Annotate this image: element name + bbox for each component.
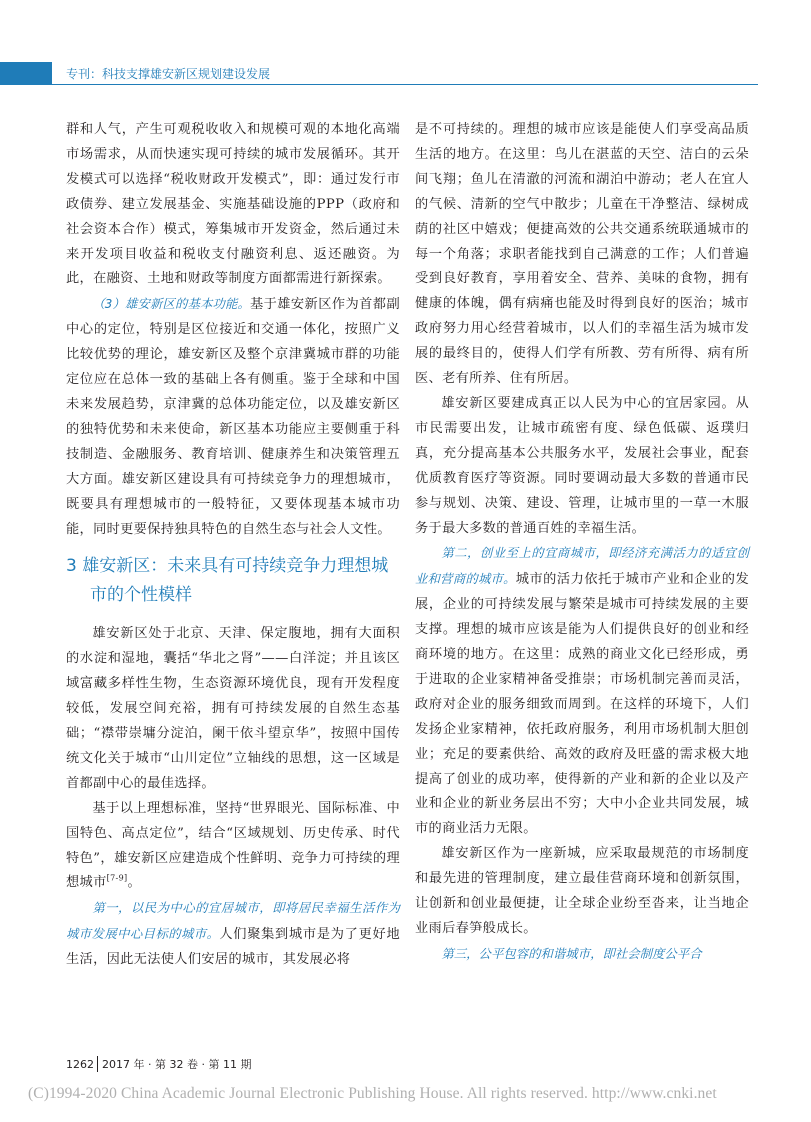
left-paragraph-5 xyxy=(66,896,400,973)
citation-ref: [7-9] xyxy=(106,874,128,884)
left-paragraph-4-body: 基于以上理想标准，坚持“世界眼光、国际标准、中国特色、高点定位”，结合“区域规划、历史传承、时代特色”，雄安新区应建造成个性鲜明、竞争力可持续的理想城市 xyxy=(66,800,400,891)
subsection-lead-basic-functions: （3）雄安新区的基本功能。 xyxy=(92,296,250,312)
left-paragraph-1: 群和人气，产生可观税收收入和规模可观的本地化高端市场需求，从而快速实现可持续的城市发展循环。其开发模式可以选择“税收财政开发模式”，即：通过发行市政债券、建立发展基金、实施基础设施的PPP（政府和社会资本合作）模式，筹集城市开发资金，然后通过未来开发项目收益和税收支付融资利息、返还融资。为此，在融资、土地和财政等制度方面都需进行新探索。 xyxy=(66,122,400,287)
point-lead-livable-city: 第一，以民为中心的宜居城市，即将居民幸福生活作为城市发展中心目标的城市。 xyxy=(66,900,400,942)
page-number: 1262 xyxy=(66,1058,94,1071)
left-paragraph-4-end: 。 xyxy=(127,875,142,891)
right-paragraph-1: 是不可持续的。理想的城市应该是能使人们享受高品质生活的地方。在这里：鸟儿在湛蓝的天空、洁白的云朵间飞翔；鱼儿在清澈的河流和湖泊中游动；老人在宜人的气候、清新的空气中散步；儿童在干净整洁、绿树成荫的社区中嬉戏；便捷高效的公共交通系统联通城市的每一个角落；求职者能找到自己满意的工作；人们普遍受到良好教育，享用着安全、营养、美味的食物，拥有健康的体魄，偶有病痛也能及时得到良好的医治；城市政府努力用心经营着城市，以人们的幸福生活为城市发展的最终目的，使得人们学有所教、劳有所得、病有所医、老有所养、住有所居。 xyxy=(415,122,749,387)
footer-divider xyxy=(97,1056,98,1072)
issue-info: 2017 年 · 第 32 卷 · 第 11 期 xyxy=(102,1058,252,1071)
right-column xyxy=(415,118,749,968)
copyright-watermark: (C)1994-2020 China Academic Journal Electronic Publishing House. All rights reserved. http://www.cnki.net xyxy=(28,1085,717,1102)
right-paragraph-3-body: 城市的活力依托于城市产业和企业的发展，企业的可持续发展与繁荣是城市可持续发展的主要支撑。理想的城市应该是能为人们提供良好的创业和经商环境的地方。在这里：成熟的商业文化已经形成，勇于进取的企业家精神备受推崇；市场机制完善而灵活，政府对企业的服务细致而周到。在这样的环境下，人们发扬企业家精神，依托政府服务，利用市场机制大胆创业；充足的要素供给、高效的政府及旺盛的需求极大地提高了创业的成功率，使得新的产业和新的企业以及产业和企业的新业务层出不穷；大中小企业共同发展，城市的商业活力无限。 xyxy=(415,572,749,837)
left-paragraph-5-body: 人们聚集到城市是为了更好地生活，因此无法使人们安居的城市，其发展必将 xyxy=(66,927,400,968)
journal-header xyxy=(0,62,811,85)
right-paragraph-4: 雄安新区作为一座新城，应采取最规范的市场制度和最先进的管理制度，建立最佳营商环境和创新氛围，让创新和创业最便捷，让全球企业纷至沓来，让当地企业雨后春笋般成长。 xyxy=(415,846,749,936)
section-heading-3: 3 雄安新区：未来具有可持续竞争力理想城市的个性模样 xyxy=(66,556,389,606)
left-paragraph-4 xyxy=(66,797,400,897)
left-paragraph-3: 雄安新区处于北京、天津、保定腹地，拥有大面积的水淀和湿地，囊括“华北之肾”——白洋淀；并且该区域富藏多样性生物，生态资源环境优良，现有开发程度较低，发展空间充裕，拥有可持续发展的自然生态基础；“襟带崇墉分淀泊，阑干依斗望京华”，按照中国传统文化关于城市“山川定位”立轴线的思想，这一区域是首都副中心的最佳选择。 xyxy=(66,626,400,791)
left-paragraph-2-body: 基于雄安新区作为首都副中心的定位，特别是区位接近和交通一体化，按照广义比较优势的理论，雄安新区及整个京津冀城市群的功能定位应在总体一致的基础上各有侧重。鉴于全球和中国未来发展趋势，京津冀的总体功能定位，以及雄安新区的独特优势和未来使命，新区基本功能应主要侧重于科技制造、金融服务、教育培训、健康养生和决策管理五大方面。雄安新区建设具有可持续竞争力的理想城市，既要具有理想城市的一般特征，又要体现基本城市功能，同时更要保持独具特色的自然生态与社会人文性。 xyxy=(66,297,400,537)
point-lead-harmonious-city: 第三，公平包容的和谐城市，即社会制度公平合 xyxy=(441,945,702,961)
right-paragraph-3 xyxy=(415,541,749,842)
left-column xyxy=(66,118,400,973)
point-lead-business-city: 第二，创业至上的宜商城市，即经济充满活力的适宜创业和营商的城市。 xyxy=(415,545,749,587)
journal-column-title: 专刊：科技支撑雄安新区规划建设发展 xyxy=(66,67,271,81)
header-rule xyxy=(52,84,758,85)
header-accent-block xyxy=(0,62,52,85)
right-paragraph-5 xyxy=(415,942,749,968)
page-footer xyxy=(66,1056,251,1072)
right-paragraph-2: 雄安新区要建成真正以人民为中心的宜居家园。从市民需要出发，让城市疏密有度、绿色低碳、返璞归真，充分提高基本公共服务水平，发展社会事业，配套优质教育医疗等资源。同时要调动最大多数的普通市民参与规划、决策、建设、管理，让城市里的一草一木服务于最大多数的普通百姓的幸福生活。 xyxy=(415,395,749,536)
left-paragraph-2 xyxy=(66,292,400,542)
